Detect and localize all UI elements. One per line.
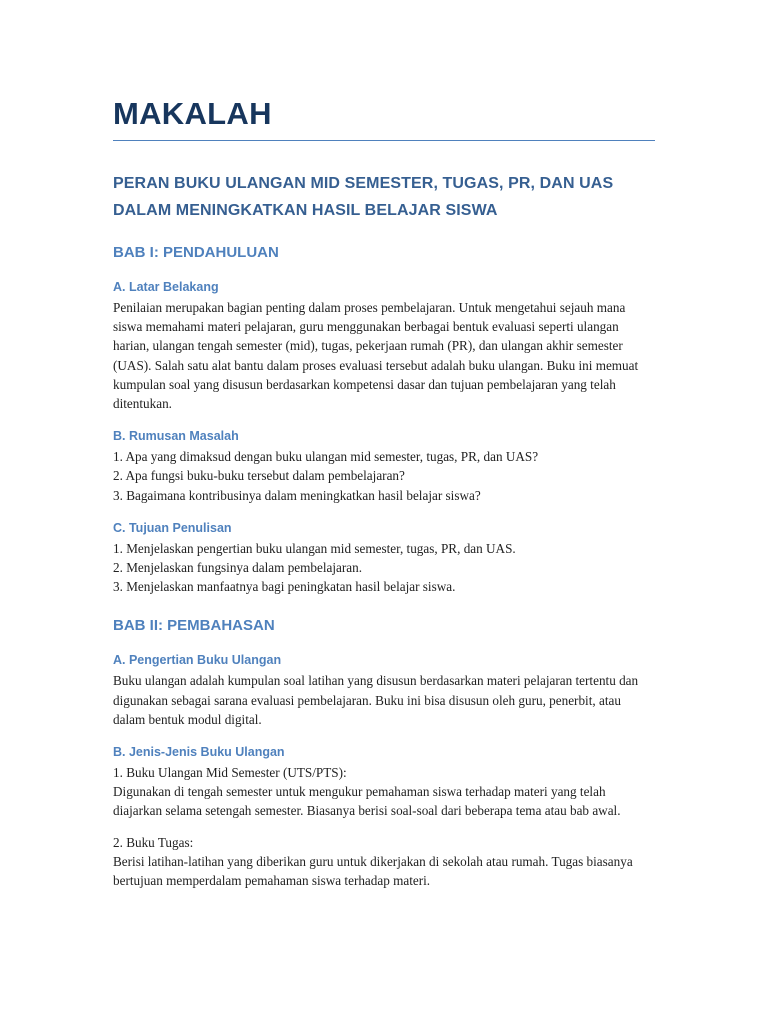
jenis-item-1-text: Digunakan di tengah semester untuk mengukur pemahaman siswa terhadap materi yang telah diajarkan selama setengah semester. Biasanya berisi soal-soal dari beberapa tema atau bab awal. — [113, 784, 621, 819]
bab-2-heading: BAB II: PEMBAHASAN — [113, 617, 275, 635]
pengertian-text: Buku ulangan adalah kumpulan soal latihan yang disusun berdasarkan materi pelajaran tertentu dan digunakan sebagai sarana evaluasi pembelajaran. Buku ini bisa disusun oleh guru, penerbit, atau dalam bentuk modul digital. — [113, 673, 639, 727]
jenis-heading: B. Jenis-Jenis Buku Ulangan — [113, 745, 285, 760]
paragraph-gap — [113, 821, 655, 833]
list-item: 2. Apa fungsi buku-buku tersebut dalam pembelajaran? — [113, 468, 405, 484]
latar-belakang-text: Penilaian merupakan bagian penting dalam proses pembelajaran. Untuk mengetahui sejauh mana siswa memahami materi pelajaran, guru menggunakan berbagai bentuk evaluasi seperti ulangan harian, ulangan tengah semester (mid), tugas, pekerjaan rumah (PR), dan ulangan akhir semester (UAS). Salah satu alat bantu dalam proses evaluasi tersebut adalah buku ulangan. Buku ini memuat kumpulan soal yang disusun berdasarkan kompetensi dasar dan tujuan pembelajaran yang telah ditentukan. — [113, 300, 639, 412]
tujuan-penulisan-list — [113, 539, 655, 597]
jenis-item-2-title: 2. Buku Tugas: — [113, 834, 194, 850]
list-item: 3. Menjelaskan manfaatnya bagi peningkatan hasil belajar siswa. — [113, 579, 456, 595]
document-subtitle: PERAN BUKU ULANGAN MID SEMESTER, TUGAS, PR, DAN UAS DALAM MENINGKATKAN HASIL BELAJAR SISWA — [113, 175, 614, 219]
jenis-item-1-title: 1. Buku Ulangan Mid Semester (UTS/PTS): — [113, 765, 347, 781]
list-item: 2. Menjelaskan fungsinya dalam pembelajaran. — [113, 560, 363, 576]
list-item: 1. Menjelaskan pengertian buku ulangan mid semester, tugas, PR, dan UAS. — [113, 540, 516, 556]
pengertian-heading: A. Pengertian Buku Ulangan — [113, 653, 282, 668]
list-item: 1. Apa yang dimaksud dengan buku ulangan mid semester, tugas, PR, dan UAS? — [113, 449, 539, 465]
rumusan-masalah-list — [113, 447, 655, 505]
bab-1-section — [113, 243, 655, 596]
bab-2-section — [113, 616, 655, 890]
rumusan-masalah-heading: B. Rumusan Masalah — [113, 429, 239, 444]
latar-belakang-heading: A. Latar Belakang — [113, 280, 219, 294]
bab-1-heading: BAB I: PENDAHULUAN — [113, 244, 279, 261]
jenis-item-2-text: Berisi latihan-latihan yang diberikan guru untuk dikerjakan di sekolah atau rumah. Tugas biasanya bertujuan memperdalam pemahaman siswa terhadap materi. — [113, 853, 633, 889]
tujuan-penulisan-heading: C. Tujuan Penulisan — [113, 520, 232, 535]
list-item: 3. Bagaimana kontribusinya dalam meningkatkan hasil belajar siswa? — [113, 487, 481, 503]
document-title: MAKALAH — [113, 96, 655, 141]
